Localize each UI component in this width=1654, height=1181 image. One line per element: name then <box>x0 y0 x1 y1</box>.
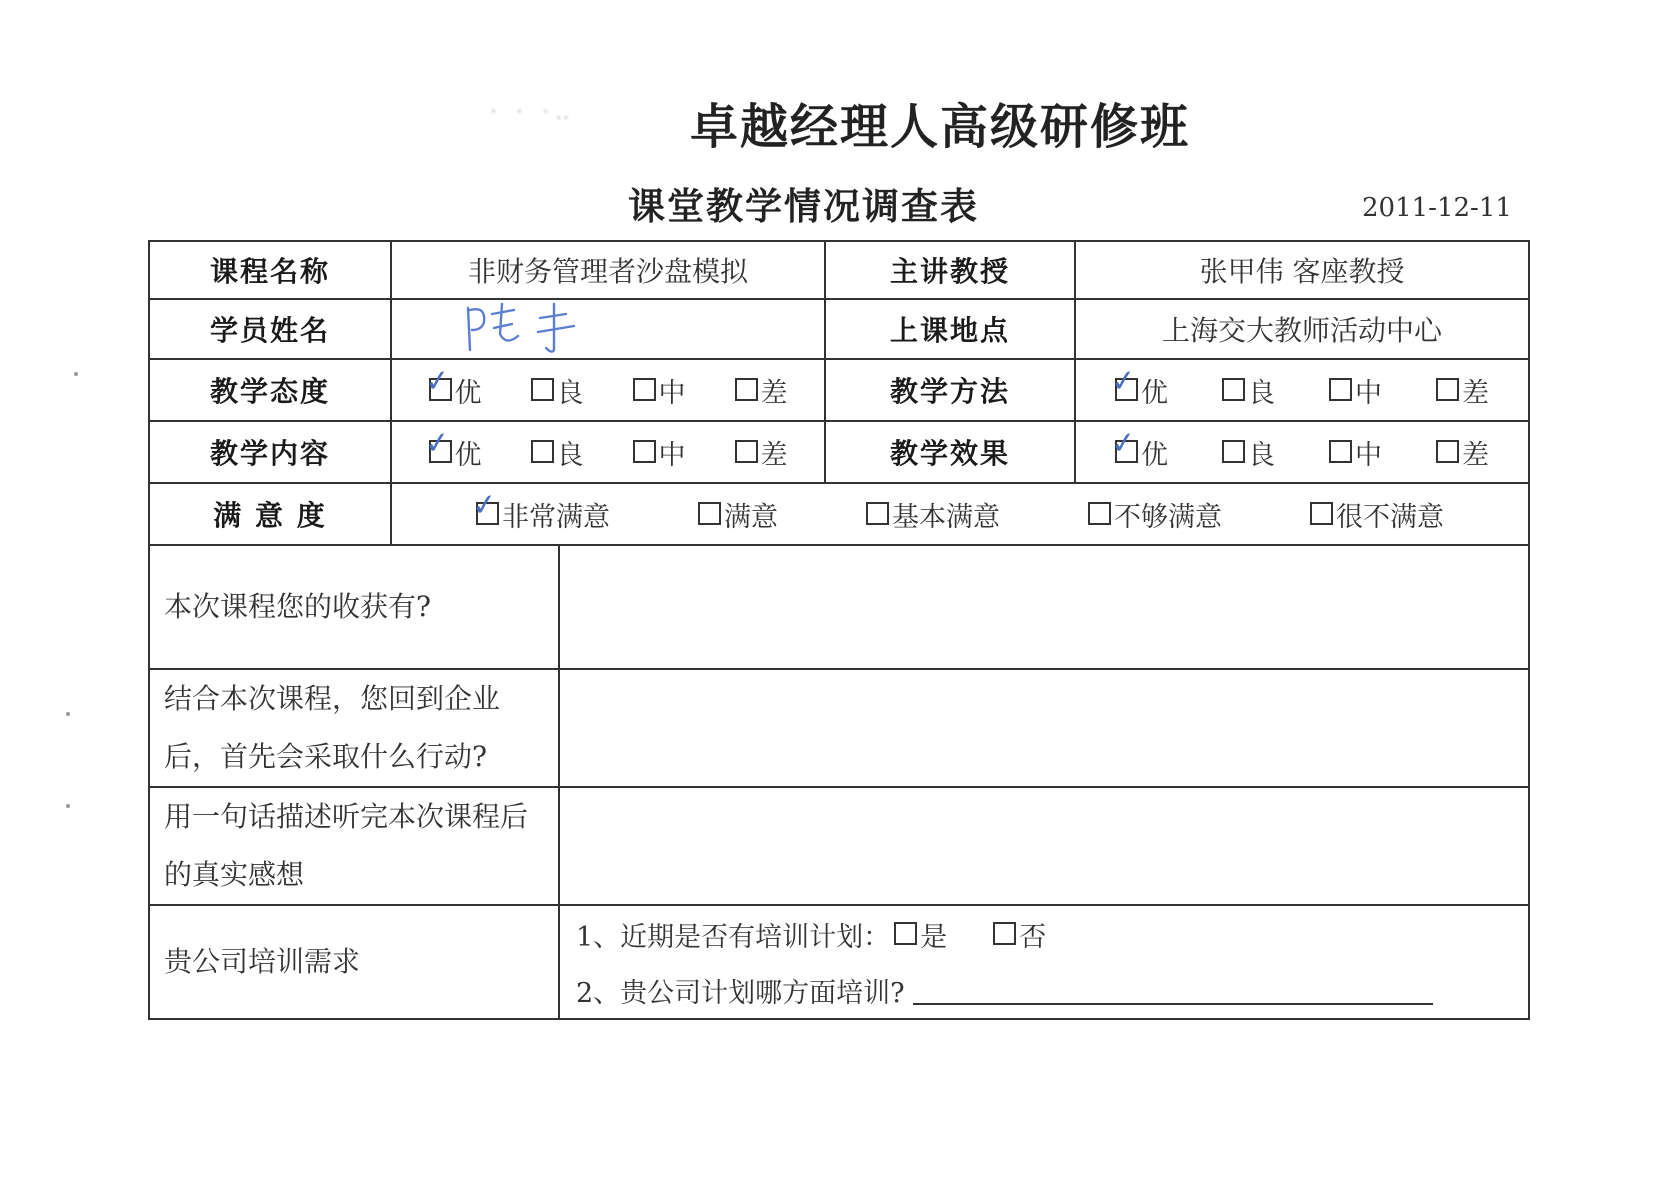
content-label: 教学内容 <box>149 421 391 483</box>
checkbox[interactable] <box>1310 502 1333 525</box>
training-plan-question: 1、近期是否有培训计划： <box>576 921 891 953</box>
row-q2 <box>149 669 1529 787</box>
answer-actions[interactable] <box>559 669 1529 787</box>
method-option[interactable]: ✓ 优 <box>1109 362 1169 409</box>
content-option[interactable]: 良 <box>531 433 584 472</box>
scan-dot <box>66 804 70 808</box>
satisfaction-label: 满 意 度 <box>149 483 391 545</box>
method-options <box>1075 359 1529 421</box>
answer-gains[interactable] <box>559 545 1529 669</box>
location-label: 上课地点 <box>825 299 1075 359</box>
scan-dot <box>74 372 78 376</box>
question-actions: 结合本次课程，您回到企业后，首先会采取什么行动? <box>149 669 559 787</box>
satisfaction-options <box>391 483 1529 545</box>
attitude-options <box>391 359 825 421</box>
attitude-option[interactable]: ✓ 优 <box>422 362 482 409</box>
effect-option[interactable]: 中 <box>1329 433 1382 472</box>
checkbox[interactable] <box>698 502 721 525</box>
row-attitude <box>149 359 1529 421</box>
form-title: 课堂教学情况调查表 <box>628 185 979 228</box>
checkbox[interactable] <box>1222 378 1245 401</box>
training-plan-yes[interactable]: 是 <box>894 915 947 954</box>
checkbox[interactable] <box>735 440 758 463</box>
checkbox[interactable] <box>1329 378 1352 401</box>
checkbox[interactable] <box>1109 424 1138 463</box>
attitude-label: 教学态度 <box>149 359 391 421</box>
survey-form <box>148 240 1530 1020</box>
page-title: 卓越经理人高级研修班 <box>690 99 1191 155</box>
effect-option[interactable]: ✓ 优 <box>1109 424 1169 471</box>
training-needs-label: 贵公司培训需求 <box>149 905 559 1019</box>
row-q3 <box>149 787 1529 905</box>
method-label: 教学方法 <box>825 359 1075 421</box>
attitude-option[interactable]: 中 <box>633 371 686 410</box>
checkmark-icon: ✓ <box>1109 424 1138 462</box>
checkbox[interactable] <box>531 440 554 463</box>
satisfaction-option[interactable]: 很不满意 <box>1310 495 1444 534</box>
checkbox[interactable] <box>1222 440 1245 463</box>
scan-dot <box>66 712 70 716</box>
checkmark-icon: ✓ <box>1109 362 1138 400</box>
effect-options <box>1075 421 1529 483</box>
training-area-line <box>576 962 1512 1018</box>
row-student <box>149 299 1529 359</box>
effect-option[interactable]: 良 <box>1222 433 1275 472</box>
training-plan-no[interactable]: 否 <box>993 915 1046 954</box>
form-date: 2011-12-11 <box>1362 193 1512 223</box>
lecturer-value[interactable]: 张甲伟 客座教授 <box>1075 241 1529 299</box>
location-value[interactable]: 上海交大教师活动中心 <box>1075 299 1529 359</box>
checkbox[interactable] <box>422 424 452 463</box>
attitude-option[interactable]: 良 <box>531 371 584 410</box>
checkbox[interactable] <box>1109 362 1138 401</box>
effect-option[interactable]: 差 <box>1436 433 1489 472</box>
row-q1 <box>149 545 1529 669</box>
question-feelings: 用一句话描述听完本次课程后的真实感想 <box>149 787 559 905</box>
checkbox[interactable] <box>531 378 554 401</box>
checkbox[interactable] <box>735 378 758 401</box>
checkbox[interactable] <box>422 362 452 401</box>
course-name-label: 课程名称 <box>149 241 391 299</box>
checkbox[interactable] <box>1329 440 1352 463</box>
checkmark-icon: ✓ <box>422 362 452 400</box>
lecturer-label: 主讲教授 <box>825 241 1075 299</box>
row-course <box>149 241 1529 299</box>
row-satisfaction <box>149 483 1529 545</box>
training-area-question: 2、贵公司计划哪方面培训? <box>576 977 905 1009</box>
checkmark-icon: ✓ <box>422 424 452 462</box>
checkbox[interactable] <box>470 486 499 525</box>
content-options <box>391 421 825 483</box>
checkbox[interactable] <box>1436 378 1459 401</box>
attitude-option[interactable]: 差 <box>735 371 788 410</box>
satisfaction-option[interactable]: 不够满意 <box>1088 495 1222 534</box>
answer-feelings[interactable] <box>559 787 1529 905</box>
course-name-value[interactable]: 非财务管理者沙盘模拟 <box>391 241 825 299</box>
method-option[interactable]: 良 <box>1222 371 1275 410</box>
training-plan-line <box>576 906 1512 962</box>
checkbox[interactable] <box>633 378 656 401</box>
method-option[interactable]: 差 <box>1436 371 1489 410</box>
effect-label: 教学效果 <box>825 421 1075 483</box>
checkbox[interactable] <box>894 922 917 945</box>
checkbox[interactable] <box>633 440 656 463</box>
checkbox[interactable] <box>1088 502 1111 525</box>
handwritten-signature <box>462 300 602 356</box>
training-needs-cell <box>559 905 1529 1019</box>
training-area-field[interactable] <box>913 975 1433 1005</box>
student-name-field[interactable] <box>391 299 825 359</box>
satisfaction-option[interactable]: 满意 <box>698 495 778 534</box>
method-option[interactable]: 中 <box>1329 371 1382 410</box>
content-option[interactable]: ✓ 优 <box>422 424 482 471</box>
content-option[interactable]: 中 <box>633 433 686 472</box>
checkmark-icon: ✓ <box>470 486 499 524</box>
row-content <box>149 421 1529 483</box>
question-gains: 本次课程您的收获有? <box>149 545 559 669</box>
content-option[interactable]: 差 <box>735 433 788 472</box>
student-name-label: 学员姓名 <box>149 299 391 359</box>
satisfaction-option[interactable]: 基本满意 <box>866 495 1000 534</box>
checkbox[interactable] <box>993 922 1016 945</box>
satisfaction-option[interactable]: ✓ 非常满意 <box>470 486 610 533</box>
checkbox[interactable] <box>1436 440 1459 463</box>
checkbox[interactable] <box>866 502 889 525</box>
scan-artifact: · · ·‥ <box>490 100 576 125</box>
row-training <box>149 905 1529 1019</box>
